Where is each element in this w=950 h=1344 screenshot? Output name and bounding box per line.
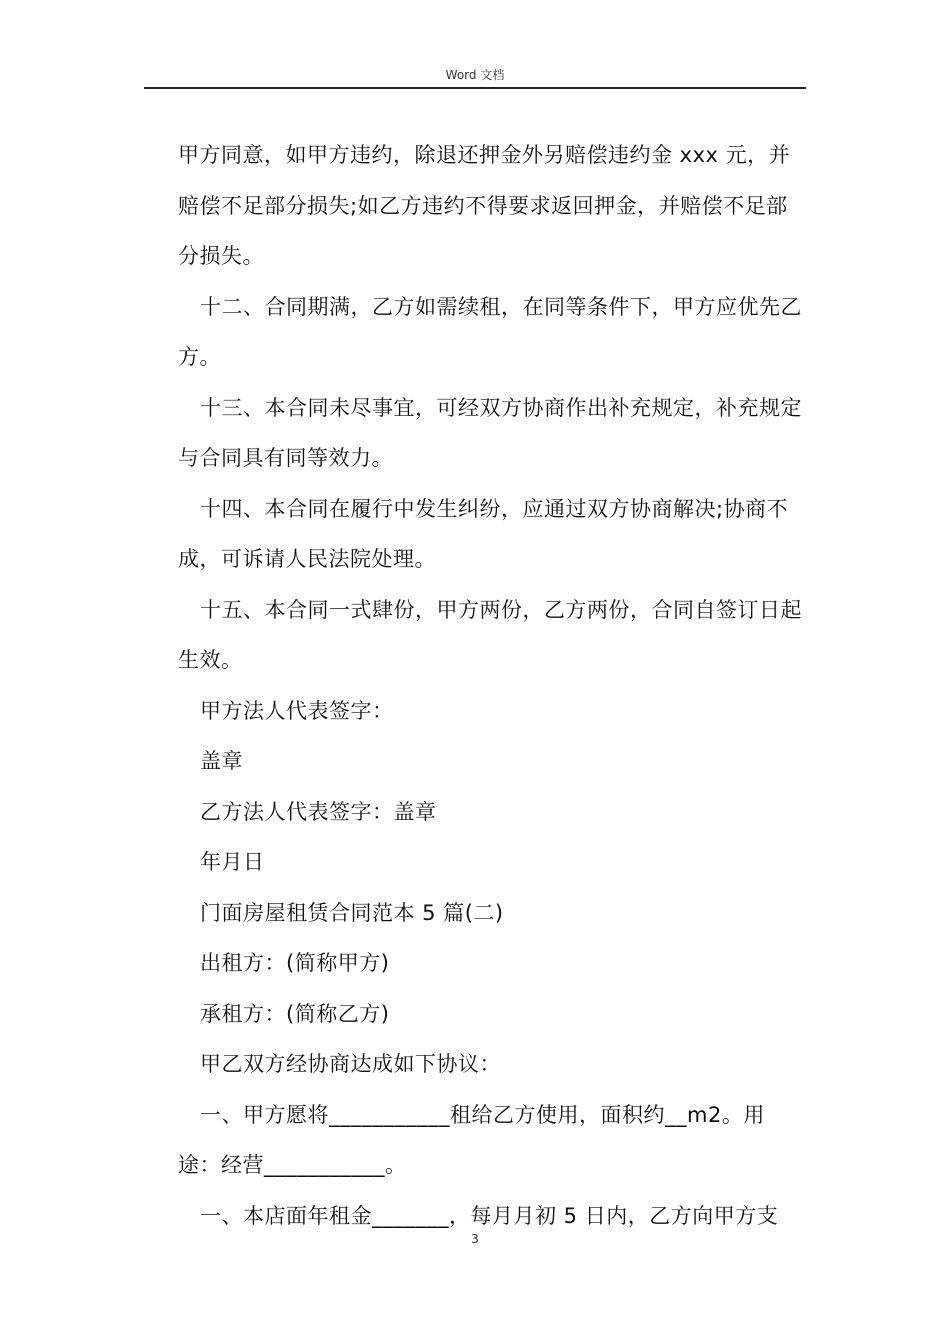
paragraph: 一、甲方愿将___________租给乙方使用，面积约__m2。用途：经营___________。 <box>178 1102 765 1177</box>
header-divider <box>144 87 806 89</box>
paragraph: 十四、本合同在履行中发生纠纷，应通过双方协商解决;协商不成，可诉请人民法院处理。 <box>178 496 789 571</box>
paragraph: 甲方同意，如甲方违约，除退还押金外另赔偿违约金 xxx 元，并赔偿不足部分损失;如乙方违约不得要求返回押金，并赔偿不足部分损失。 <box>178 143 791 268</box>
paragraph: 十五、本合同一式肆份，甲方两份，乙方两份，合同自签订日起生效。 <box>178 597 802 672</box>
paragraph: 十三、本合同未尽事宜，可经双方协商作出补充规定，补充规定与合同具有同等效力。 <box>178 395 802 470</box>
page-number: 3 <box>471 1232 479 1246</box>
lessee-line: 承租方：(简称乙方) <box>200 1001 390 1026</box>
document-body <box>178 130 806 1241</box>
paragraph: 甲乙双方经协商达成如下协议： <box>200 1052 501 1076</box>
signature-line-party-b: 乙方法人代表签字：盖章 <box>200 799 437 824</box>
lessor-line: 出租方：(简称甲方) <box>200 951 390 975</box>
section-title: 门面房屋租赁合同范本 5 篇(二) <box>200 900 504 925</box>
paragraph: 十二、合同期满，乙方如需续租，在同等条件下，甲方应优先乙方。 <box>178 294 802 369</box>
date-line: 年月日 <box>200 850 265 874</box>
signature-line-party-a: 甲方法人代表签字： <box>200 698 394 723</box>
paragraph: 一、本店面年租金_______，每月月初 5 日内，乙方向甲方支 <box>200 1203 779 1228</box>
seal-line: 盖章 <box>200 749 243 773</box>
page-header: Word 文档 <box>445 68 505 82</box>
